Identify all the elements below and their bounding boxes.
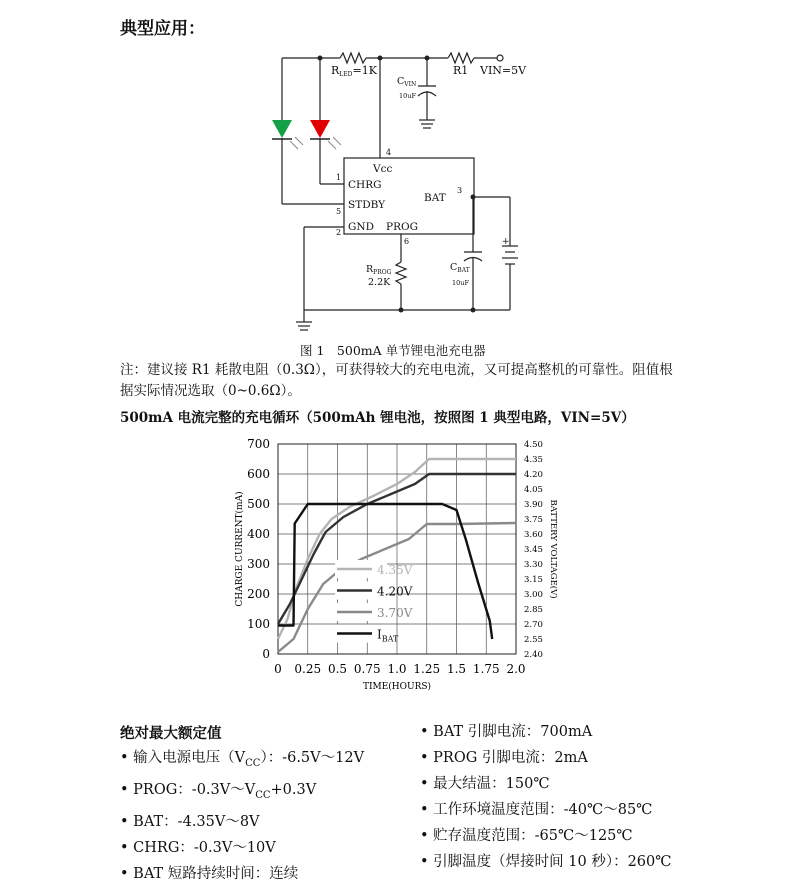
label-c-vin-value: 10uF xyxy=(399,92,416,100)
label-r1: R1 xyxy=(453,64,469,77)
pin-number-6: 6 xyxy=(404,237,410,246)
legend-label: 4.35V xyxy=(377,563,413,577)
legend-label: 4.20V xyxy=(377,584,413,599)
rating-item-bat-current: • BAT 引脚电流：700mA xyxy=(420,724,593,740)
x-tick-label: 2.0 xyxy=(506,662,526,676)
charge-cycle-chart xyxy=(0,430,793,700)
y2-tick-label: 3.90 xyxy=(524,500,543,510)
label-c-bat-value: 10uF xyxy=(452,279,469,287)
ic-pin-chrg: CHRG xyxy=(348,179,382,191)
pin-number-4: 4 xyxy=(386,148,392,157)
pin-number-5: 5 xyxy=(336,207,342,216)
red-led xyxy=(310,120,341,149)
figure-caption: 图 1 500mA 单节锂电池充电器 xyxy=(300,343,486,358)
y2-tick-label: 2.55 xyxy=(524,635,543,645)
rating-item-lead-temp: • 引脚温度（焊接时间 10 秒）：260℃ xyxy=(420,854,672,870)
y-tick-label: 200 xyxy=(247,587,270,601)
x-tick-label: 0 xyxy=(274,662,282,676)
y-tick-label: 400 xyxy=(247,527,270,541)
schematic-diagram xyxy=(0,0,793,345)
y-tick-label: 600 xyxy=(247,467,270,481)
rating-item-prog-current: • PROG 引脚电流：2mA xyxy=(420,750,588,766)
y-tick-label: 700 xyxy=(247,437,270,451)
rating-item-bat: • BAT：-4.35V～8V xyxy=(120,813,260,830)
y-tick-label: 0 xyxy=(262,647,270,661)
x-tick-label: 0.5 xyxy=(327,662,348,676)
x-tick-label: 1.0 xyxy=(387,662,407,676)
y2-tick-label: 4.20 xyxy=(524,470,543,480)
ic-pin-stdby: STDBY xyxy=(348,199,386,211)
y-tick-label: 500 xyxy=(247,497,270,511)
rating-item-operating-temp: • 工作环境温度范围：-40℃～85℃ xyxy=(420,802,653,818)
ic-pin-prog: PROG xyxy=(386,221,418,233)
y2-tick-label: 3.75 xyxy=(524,515,543,525)
y2-tick-label: 3.15 xyxy=(524,575,543,585)
label-c-vin: $C_{VIN}$ xyxy=(397,76,417,88)
green-led xyxy=(272,120,303,149)
rating-item-short-duration: • BAT 短路持续时间：连续 xyxy=(120,865,299,882)
y2-tick-label: 3.30 xyxy=(524,560,543,570)
y2-tick-label: 2.85 xyxy=(524,605,543,615)
ic-pin-bat: BAT xyxy=(424,192,446,204)
ratings-list-left xyxy=(120,745,364,887)
rating-item-junction-temp: • 最大结温：150℃ xyxy=(420,776,550,792)
y2-tick-label: 4.35 xyxy=(524,455,543,465)
rating-item-prog: • PROG：$-0.3V\sim V_{CC}+0.3V$ xyxy=(120,781,317,801)
label-c-bat: $C_{BAT}$ xyxy=(450,262,470,274)
y2-tick-label: 4.05 xyxy=(524,485,543,495)
resistor-r1 xyxy=(448,53,474,63)
y2-tick-label: 3.60 xyxy=(524,530,543,540)
ic-pin-gnd: GND xyxy=(348,221,374,233)
y-tick-label: 300 xyxy=(247,557,270,571)
y2-tick-label: 3.45 xyxy=(524,545,543,555)
x-tick-label: 1.75 xyxy=(472,662,500,676)
x-tick-label: 1.25 xyxy=(413,662,441,676)
y-tick-label: 100 xyxy=(247,617,270,631)
y2-tick-label: 2.40 xyxy=(524,650,543,660)
resistor-r-led xyxy=(340,53,366,63)
ratings-title: 绝对最大额定值 xyxy=(120,725,222,742)
y2-tick-label: 2.70 xyxy=(524,620,543,630)
legend-label: $I_{BAT}$ xyxy=(377,627,399,644)
ic-pin-vcc: Vcc xyxy=(373,163,393,175)
pin-number-1: 1 xyxy=(336,173,342,182)
chart-y-axis-label: CHARGE CURRENT(mA) xyxy=(235,491,245,607)
heading-typical-application: 典型应用： xyxy=(120,19,205,39)
x-tick-label: 0.75 xyxy=(353,662,381,676)
label-r-prog-value: 2.2K xyxy=(368,277,391,288)
label-r-prog: $R_{PROG}$ xyxy=(366,264,392,276)
vin-terminal xyxy=(497,55,503,61)
legend-label: 3.70V xyxy=(377,606,413,620)
ratings-list-right xyxy=(420,719,671,875)
pin-number-3: 3 xyxy=(457,186,463,195)
label-vin: VIN=5V xyxy=(480,64,527,77)
rating-item-vin: • 输入电源电压$(V_{CC})$：-6.5V～12V xyxy=(120,750,365,769)
chart-heading: 500mA 电流完整的充电循环（500mAh 锂电池，按照图 1 典型电路，VIN=5V） xyxy=(120,410,635,426)
battery-plus-sign: + xyxy=(502,237,510,247)
note-paragraph: 注：建议接 R1 耗散电阻（0.3Ω），可获得较大的充电电流，又可提高整机的可靠性。阻值根据实际情况选取（0~0.6Ω）。 xyxy=(120,362,673,399)
rating-item-chrg: • CHRG：-0.3V～10V xyxy=(120,839,276,856)
pin-number-2: 2 xyxy=(336,228,342,237)
x-tick-label: 0.25 xyxy=(294,662,322,676)
x-tick-label: 1.5 xyxy=(446,662,467,676)
chart-x-axis-label: TIME(HOURS) xyxy=(362,682,432,692)
y2-tick-label: 4.50 xyxy=(524,440,543,450)
y2-tick-label: 3.00 xyxy=(524,590,543,600)
chart-y2-axis-label: BATTERY VOLTAGE(V) xyxy=(548,499,558,599)
rating-item-storage-temp: • 贮存温度范围：-65℃～125℃ xyxy=(420,828,633,844)
label-r-led: RLED=1K xyxy=(331,64,377,78)
